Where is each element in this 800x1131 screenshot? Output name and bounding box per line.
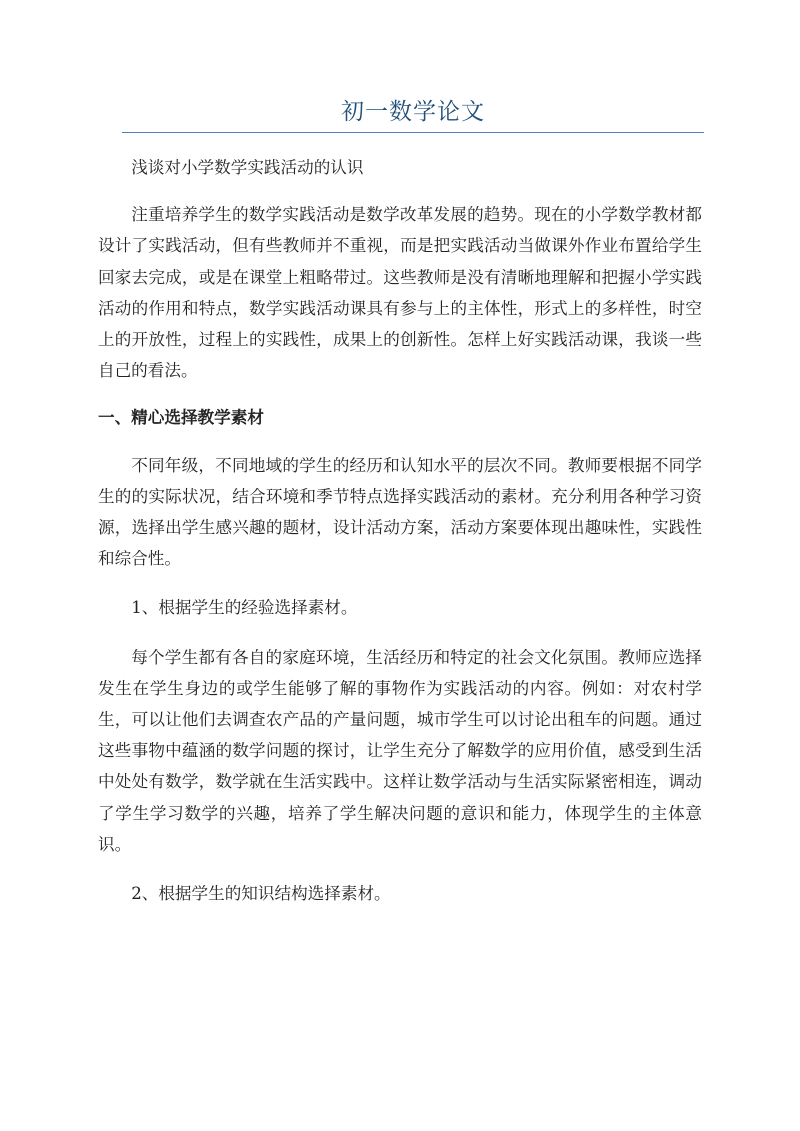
article-subtitle: 浅谈对小学数学实践活动的认识 — [131, 158, 364, 177]
title-underline — [122, 132, 704, 133]
item-2-heading: 2、根据学生的知识结构选择素材。 — [131, 884, 391, 904]
section-1-paragraph: 不同年级，不同地域的学生的经历和认知水平的层次不同。教师要根据不同学生的的实际状况，结合环境和季节特点选择实践活动的素材。充分利用各种学习资源，选择出学生感兴趣的题材，设计活动方案，活动方案要体现出趣味性，实践性和综合性。 — [98, 455, 702, 569]
item-1-heading: 1、根据学生的经验选择素材。 — [131, 598, 358, 618]
document-body — [98, 152, 702, 909]
section-1-heading: 一、精心选择教学素材 — [98, 408, 264, 428]
intro-paragraph: 注重培养学生的数学实践活动是数学改革发展的趋势。现在的小学数学教材都设计了实践活动，但有些教师并不重视，而是把实践活动当做课外作业布置给学生回家去完成，或是在课堂上粗略带过。这些教师是没有清晰地理解和把握小学实践活动的作用和特点，数学实践活动课具有参与上的主体性，形式上的多样性，时空上的开放性，过程上的实践性，成果上的创新性。怎样上好实践活动课，我谈一些自己的看法。 — [98, 205, 702, 381]
item-1-paragraph: 每个学生都有各自的家庭环境，生活经历和特定的社会文化氛围。教师应选择发生在学生身边的或学生能够了解的事物作为实践活动的内容。例如：对农村学生，可以让他们去调查农产品的产量问题，城市学生可以讨论出租车的问题。通过这些事物中蕴涵的数学问题的探讨，让学生充分了解数学的应用价值，感受到生活中处处有数学，数学就在生活实践中。这样让数学活动与生活实际紧密相连，调动了学生学习数学的兴趣，培养了学生解决问题的意识和能力，体现学生的主体意识。 — [98, 647, 702, 854]
document-title: 初一数学论文 — [341, 99, 485, 125]
